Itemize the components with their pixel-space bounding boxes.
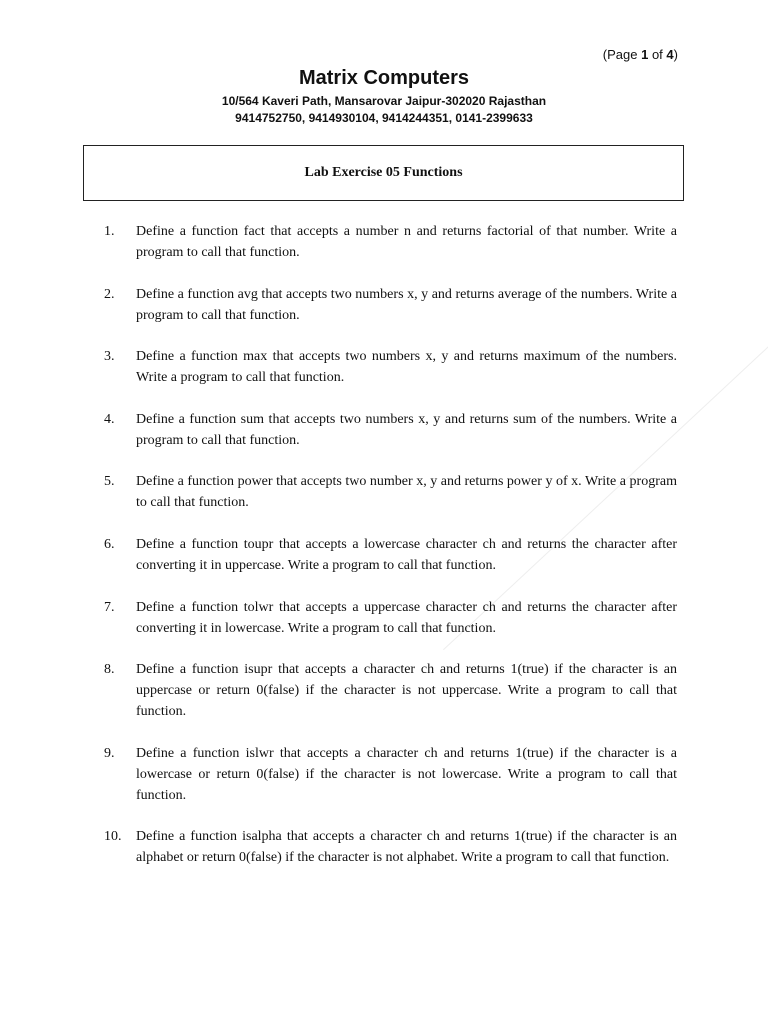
exercise-text: Define a function max that accepts two numbers x, y and returns maximum of the numbers. Write a program to call that function. (136, 349, 677, 386)
exercise-text: Define a function toupr that accepts a lowercase character ch and returns the character after converting it in uppercase. Write a program to call that function. (136, 536, 677, 573)
company-name: Matrix Computers (298, 67, 470, 89)
exercise-item (104, 534, 677, 576)
page-number: (Page 1 of 4) (602, 47, 678, 62)
company-phones: 9414752750, 9414930104, 9414244351, 0141-2399633 (235, 111, 533, 125)
company-address: 10/564 Kaveri Path, Mansarovar Jaipur-302020 Rajasthan (221, 94, 547, 108)
exercise-item (104, 346, 677, 388)
exercise-item (104, 659, 677, 722)
exercise-text: Define a function power that accepts two number x, y and returns power y of x. Write a program to call that function. (136, 474, 677, 511)
exercise-item (104, 597, 677, 639)
exercise-text: Define a function tolwr that accepts a uppercase character ch and returns the character after converting it in lowercase. Write a program to call that function. (136, 599, 677, 636)
exercise-number: 5. (104, 474, 115, 490)
exercise-number: 8. (104, 662, 115, 678)
exercise-number: 4. (104, 411, 115, 427)
exercise-number: 1. (104, 224, 115, 239)
title-box (83, 145, 684, 201)
exercise-list (104, 221, 677, 889)
exercise-item (104, 743, 677, 806)
exercise-text: Define a function isupr that accepts a character ch and returns 1(true) if the character is an uppercase or return 0(false) if the character is not uppercase. Write a program to call that function. (136, 662, 677, 720)
exercise-item (104, 284, 677, 326)
page-total: 4 (666, 47, 674, 62)
exercise-number: 10. (104, 829, 122, 845)
exercise-item (104, 471, 677, 513)
exercise-item (104, 826, 677, 868)
document-title: Lab Exercise 05 Functions (304, 165, 463, 180)
exercise-text: Define a function isalpha that accepts a character ch and returns 1(true) if the character is an alphabet or return 0(false) if the character is not alphabet. Write a program to call that function. (136, 829, 677, 866)
exercise-item (104, 221, 677, 263)
exercise-text: Define a function islwr that accepts a character ch and returns 1(true) if the character is a lowercase or return 0(false) if the character is not lowercase. Write a program to call that function. (136, 745, 677, 803)
exercise-number: 3. (104, 349, 115, 365)
exercise-text: Define a function fact that accepts a number n and returns factorial of that number. Write a program to call that function. (136, 224, 677, 260)
exercise-number: 9. (104, 745, 115, 761)
exercise-text: Define a function avg that accepts two numbers x, y and returns average of the numbers. Write a program to call that function. (136, 286, 677, 323)
exercise-text: Define a function sum that accepts two numbers x, y and returns sum of the numbers. Write a program to call that function. (136, 411, 677, 448)
exercise-item (104, 409, 677, 451)
exercise-number: 6. (104, 536, 115, 552)
exercise-number: 7. (104, 599, 115, 615)
exercise-number: 2. (104, 286, 115, 302)
page-current: 1 (641, 47, 649, 62)
